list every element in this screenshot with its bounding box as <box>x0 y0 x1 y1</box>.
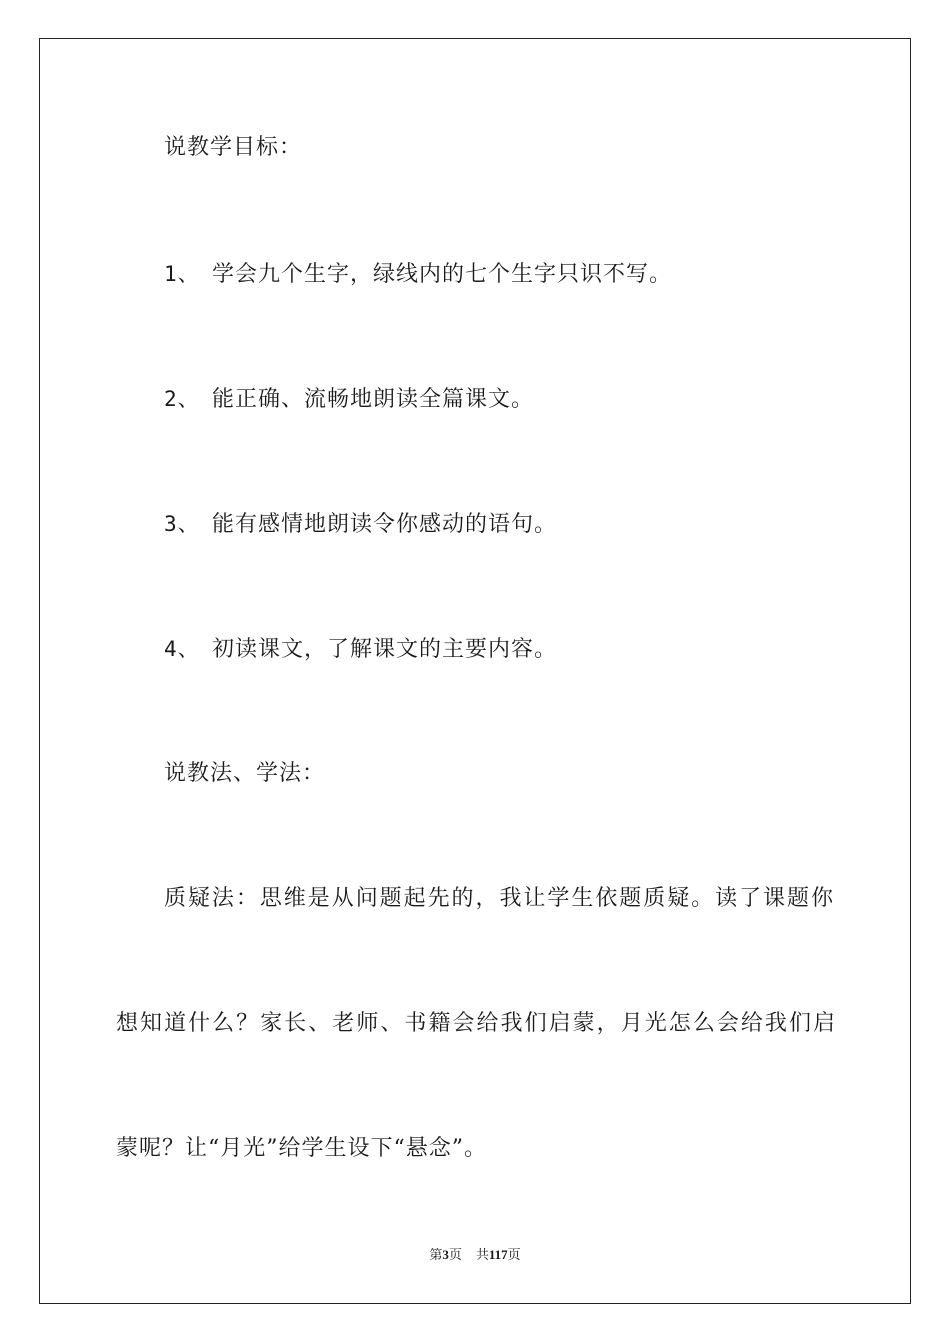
goal-item-4 <box>164 634 557 665</box>
goal-text: 初读课文，了解课文的主要内容。 <box>212 637 558 662</box>
page-frame <box>39 38 911 1304</box>
page-prefix: 第 <box>429 1247 443 1262</box>
goal-text: 能有感情地朗读令你感动的语句。 <box>212 512 558 537</box>
heading-methods: 说教法、学法： <box>164 761 326 786</box>
heading-teaching-goals: 说教学目标： <box>164 135 303 160</box>
page-number: 3 <box>442 1247 449 1262</box>
goal-number: 2、 <box>164 387 200 411</box>
paragraph-line-1: 质疑法：思维是从问题起先的，我让学生依题质疑。读了课题你 <box>164 886 834 911</box>
goal-number: 4、 <box>164 637 200 661</box>
goal-number: 3、 <box>164 512 200 536</box>
goal-item-3 <box>164 509 557 540</box>
total-suffix: 页 <box>507 1247 521 1262</box>
page-footer <box>0 1245 950 1265</box>
total-pages: 117 <box>488 1247 508 1262</box>
goal-item-2 <box>164 384 534 415</box>
goal-text: 能正确、流畅地朗读全篇课文。 <box>212 387 535 412</box>
goal-number: 1、 <box>164 262 200 286</box>
paragraph-line-2: 想知道什么？家长、老师、书籍会给我们启蒙，月光怎么会给我们启 <box>116 1011 836 1036</box>
goal-text: 学会九个生字，绿线内的七个生字只识不写。 <box>212 262 673 287</box>
paragraph-line-3: 蒙呢？让“月光”给学生设下“悬念”。 <box>116 1136 487 1161</box>
total-prefix: 共 <box>475 1247 489 1262</box>
goal-item-1 <box>164 259 672 290</box>
page-suffix: 页 <box>448 1247 462 1262</box>
